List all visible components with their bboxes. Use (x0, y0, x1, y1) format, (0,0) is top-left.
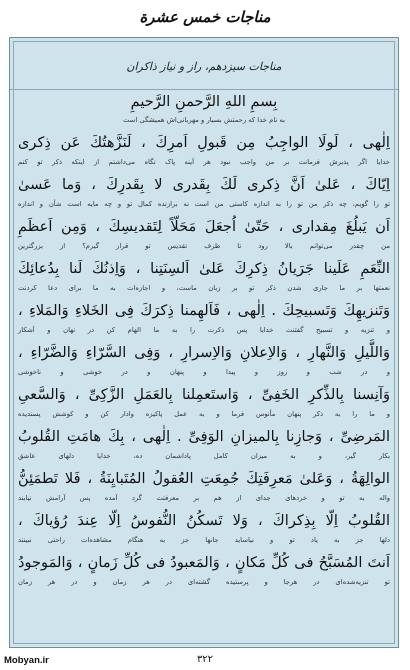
basmala: بِسمِ اللهِ الرَّحمنِ الرَّحیمِ (130, 93, 278, 110)
translation-line: و در شب و روز و پیدا و پنهان و در خوشی و ناخوشی (18, 368, 390, 376)
site-watermark: Mobyan.ir (4, 655, 49, 666)
translation-line: نعمتها بر ما جاری شدن ذکر تو بر زبان ماست، و اجازه‌ات به ما برای دعا کردنت (18, 284, 390, 292)
translation-line: به نام خدا که رحمتش بسیار و مهربانی‌اش همیشگی است (123, 116, 285, 124)
arabic-line: المَرضِیِّ ، وَجازِنا بِالمیزانِ الوَفِیِّ . اِلٰهی ، بِكَ هامَتِ القُلوبُ (18, 428, 390, 445)
translation-line: واله به تو و خردهای جدای از هم بر معرفتت گرد آمده پس آرامش نیابند (18, 494, 390, 502)
section-header (10, 38, 398, 90)
prayer-frame (9, 37, 399, 648)
page-number: ۳۲۲ (196, 654, 214, 665)
arabic-line: اَنتَ المُسَبَّحُ فی كُلِّ مَكانٍ ، وَالمَعبودُ فی كُلِّ زَمانٍ ، وَالمَوجودُ (18, 554, 390, 571)
translation-line: من چقدر می‌توانم بالا رود تا ظرف تقدیس تو قرار گیرم؟ از بزرگترین (18, 242, 390, 250)
arabic-line: وَاللَّیلِ وَالنَّهارِ ، وَالاِعلانِ وَالاِسرارِ ، وَفِی السَّرّاءِ وَالضَّرّاءِ ، (18, 344, 390, 361)
translation-line: و تنزیه و تسبیح گفتنت خدایا پس ذکرت را به ما الهام کن در نهان و آشکار (18, 326, 390, 334)
section-title: مناجات سیزدهم، راز و نیاز ذاکران (126, 60, 282, 73)
translation-line: دلها جز به یاد تو و نیاساید جانها جز به هنگام مشاهده‌ات راحتی نبینند (18, 536, 390, 544)
arabic-line: الوالِهَةُ ، وَعَلیٰ مَعرِفَتِكَ جُمِعَتِ العُقولُ المُتَبایِنَةُ ، فَلا تَطمَئِنُّ (18, 470, 390, 487)
arabic-line: اِلٰهی ، لَولَا الواجِبُ مِن قَبولِ اَمرِكَ ، لَنَزَّهتُكَ عَن ذِكری (18, 134, 390, 151)
arabic-line: وَتَنزیهِكَ وَتَسبیحِكَ . اِلٰهی ، فَاَلهِمنا ذِكرَكَ فِی الخَلاءِ وَالمَلاءِ ، (18, 302, 390, 319)
translation-line: بکار گیر، و به میزان کامل پاداشمان ده، خدایا دلهای عاشق (18, 452, 390, 460)
arabic-line: النِّعَمِ عَلَینا جَرَیانُ ذِكرِكَ عَلیٰ اَلسِنَتِنا ، وَاِذنُكَ لَنا بِدُعائِكَ (18, 260, 390, 277)
arabic-line: القُلوبُ اِلّا بِذِكراكَ ، وَلا تَسكُنُ النُّفوسُ اِلّا عِندَ رُؤیاكَ ، (18, 512, 390, 529)
arabic-line: اَن یَبلُغَ مِقداری ، حَتّیٰ اُجعَلَ مَحَلّاً لِتَقدیسِكَ ، وَمِن اَعظَمِ (18, 218, 390, 235)
arabic-line: اِیّاكَ ، عَلیٰ اَنَّ ذِكری لَكَ بِقَدری لا بِقَدرِكَ ، وَما عَسیٰ (18, 176, 390, 193)
translation-line: تو را گویم، چه ذکر من تو را به اندازه کاستی من است نه برازنده کمال تو و چه مایه است شأن و اندازه (18, 200, 390, 208)
page-title: مناجات خمس عشرة (139, 8, 271, 26)
arabic-line: وَآنِسنا بِالذِّكرِ الخَفِیِّ ، وَاستَعمِلنا بِالعَمَلِ الزَّكِیِّ ، وَالسَّعیِ (18, 386, 390, 403)
translation-line: تو تنزیه‌شده‌ای در هرجا و پرستیده گشته‌ای در هر زمان و در هر زمان (18, 578, 390, 586)
translation-line: و ما را به ذکر پنهان مأنوس فرما و به عمل پاکیزه وادار کن و کوشش پسندیده (18, 410, 390, 418)
translation-line: خدایا اگر پذیرش فرمانت بر من واجب نبود هر آینه پاک نگاه می‌داشتم از اینکه ذکر تو کنم (18, 158, 390, 166)
